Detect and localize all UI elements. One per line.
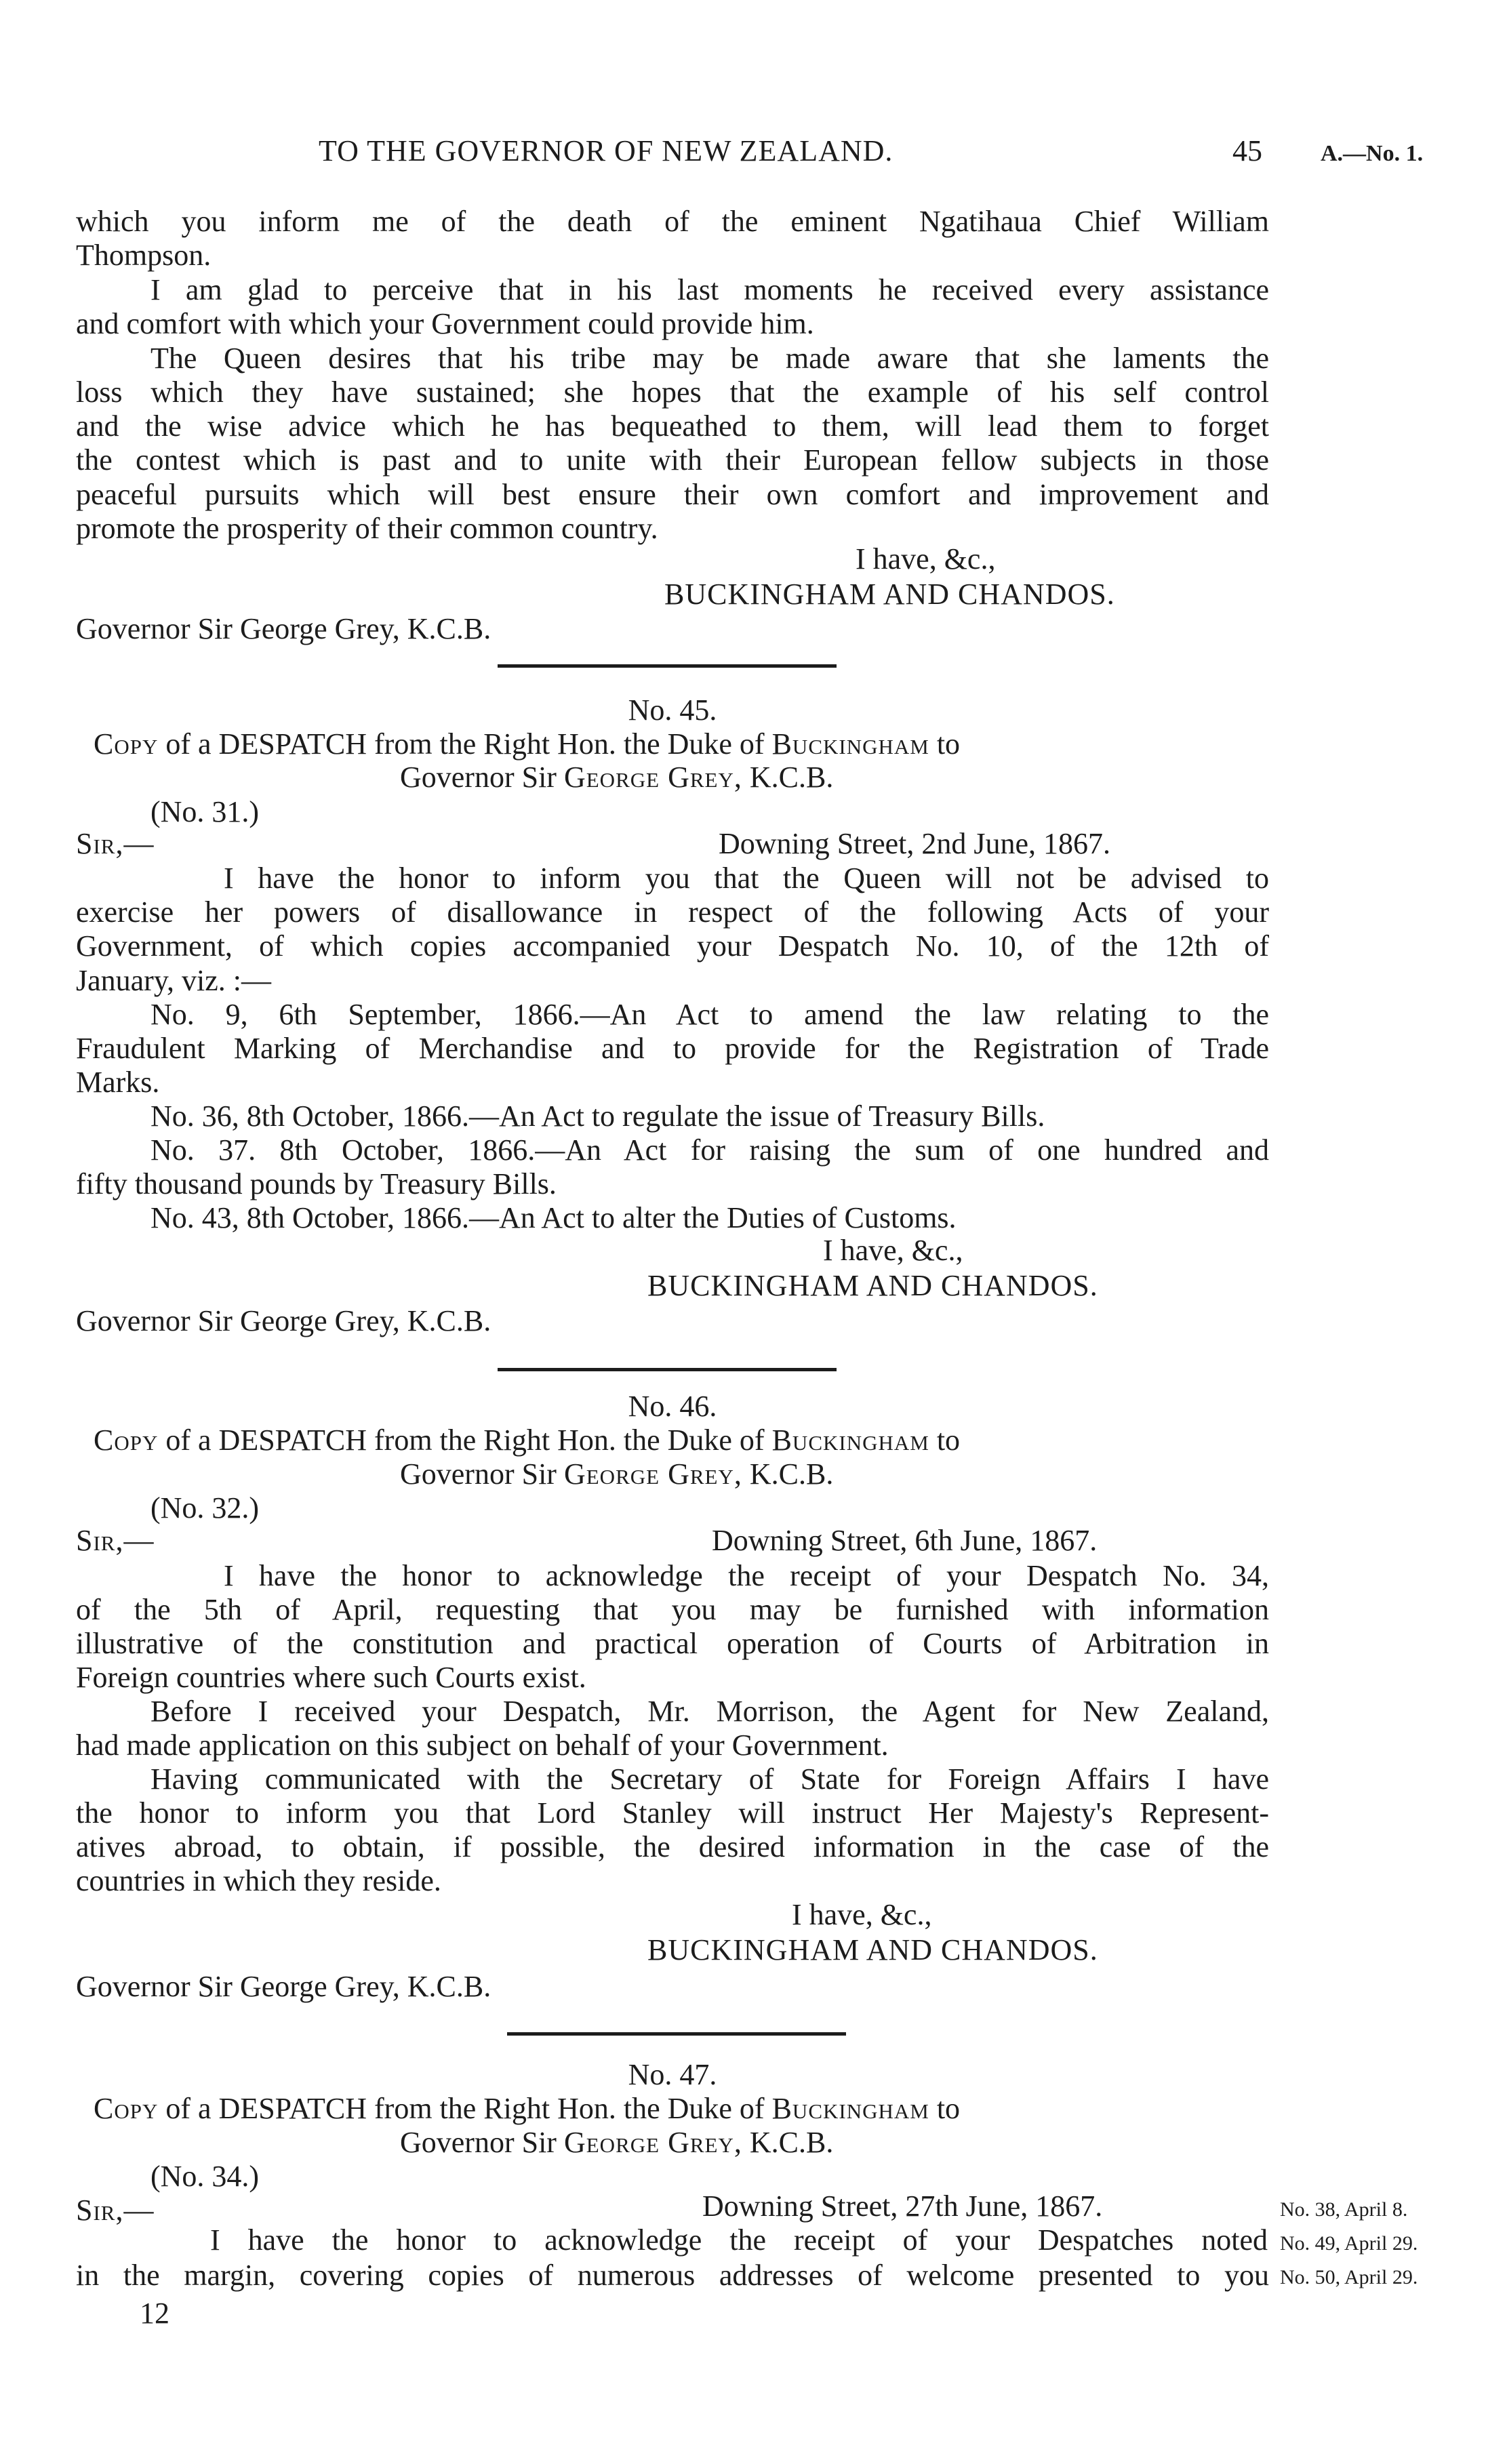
title-name: George Grey, <box>563 2126 742 2159</box>
title-duke: Buckingham <box>771 1423 929 1457</box>
body-line: promote the prosperity of their common country. <box>76 512 658 545</box>
title-name: George Grey, <box>563 761 742 794</box>
addressee: Governor Sir George Grey, K.C.B. <box>76 1304 491 1337</box>
section-divider <box>507 2032 846 2036</box>
body-line: and comfort with which your Government could provide him. <box>76 307 814 340</box>
signature: BUCKINGHAM AND CHANDOS. <box>647 1269 1098 1302</box>
despatch-title <box>94 2092 960 2126</box>
body-line: Fraudulent Marking of Merchandise and to provide for the Registration of Trade <box>76 1032 1269 1065</box>
margin-note: No. 50, April 29. <box>1280 2266 1418 2288</box>
addressee: Governor Sir George Grey, K.C.B. <box>76 1970 491 2003</box>
despatch-title-line2 <box>400 1457 833 1491</box>
margin-note: No. 49, April 29. <box>1280 2232 1418 2255</box>
signature: BUCKINGHAM AND CHANDOS. <box>647 1933 1098 1966</box>
closing: I have, &c., <box>823 1234 963 1267</box>
title-text: of a DESPATCH from the Right Hon. the Duke of <box>165 2092 765 2125</box>
body-line: countries in which they reside. <box>76 1864 441 1897</box>
title-governor: Governor Sir <box>400 2126 557 2159</box>
title-to: to <box>936 1423 961 1457</box>
title-governor: Governor Sir <box>400 1457 557 1491</box>
place-date: Downing Street, 6th June, 1867. <box>712 1524 1098 1557</box>
body-line: peaceful pursuits which will best ensure their own comfort and improvement and <box>76 478 1269 511</box>
body-line: loss which they have sustained; she hopes that the example of his self control <box>76 376 1269 409</box>
body-line: I have the honor to acknowledge the receipt of your Despatches noted <box>210 2223 1268 2257</box>
body-line: atives abroad, to obtain, if possible, the desired information in the case of the <box>76 1830 1269 1863</box>
body-line: Having communicated with the Secretary of State for Foreign Affairs I have <box>150 1762 1269 1796</box>
title-governor: Governor Sir <box>400 761 557 794</box>
title-copy: Copy <box>94 1423 159 1457</box>
title-honour: K.C.B. <box>749 1457 834 1491</box>
body-line: No. 37. 8th October, 1866.—An Act for raising the sum of one hundred and <box>150 1133 1269 1167</box>
title-duke: Buckingham <box>771 2092 929 2125</box>
place-date: Downing Street, 2nd June, 1867. <box>719 827 1111 860</box>
closing: I have, &c., <box>792 1898 932 1931</box>
title-duke: Buckingham <box>771 727 929 761</box>
despatch-reference: (No. 34.) <box>150 2160 260 2193</box>
body-line: Before I received your Despatch, Mr. Morrison, the Agent for New Zealand, <box>150 1695 1269 1728</box>
despatch-title <box>94 1423 960 1457</box>
title-to: to <box>936 727 961 761</box>
body-line: illustrative of the constitution and practical operation of Courts of Arbitration in <box>76 1627 1269 1660</box>
closing: I have, &c., <box>856 542 996 575</box>
signature: BUCKINGHAM AND CHANDOS. <box>664 578 1115 611</box>
body-line: Thompson. <box>76 239 212 272</box>
body-line: the honor to inform you that Lord Stanley will instruct Her Majesty's Represent- <box>76 1796 1269 1830</box>
body-line: I have the honor to acknowledge the receipt of your Despatch No. 34, <box>224 1559 1269 1592</box>
section-divider <box>498 1368 837 1371</box>
body-line: and the wise advice which he has bequeathed to them, will lead them to forget <box>76 409 1269 443</box>
body-line: No. 43, 8th October, 1866.—An Act to alter the Duties of Customs. <box>150 1201 957 1234</box>
body-line: which you inform me of the death of the eminent Ngatihaua Chief William <box>76 205 1269 238</box>
page-number: 45 <box>1232 134 1262 167</box>
despatch-reference: (No. 32.) <box>150 1491 260 1524</box>
body-line: Marks. <box>76 1066 160 1099</box>
body-line: Foreign countries where such Courts exist. <box>76 1661 586 1694</box>
despatch-title-line2 <box>400 2126 833 2160</box>
body-line: exercise her powers of disallowance in respect of the following Acts of your <box>76 895 1269 929</box>
title-copy: Copy <box>94 727 159 761</box>
salutation: Sir,— <box>76 827 155 860</box>
title-text: of a DESPATCH from the Right Hon. the Duke of <box>165 1423 765 1457</box>
paper-reference: A.—No. 1. <box>1321 141 1424 166</box>
despatch-number: No. 46. <box>628 1390 717 1423</box>
body-line: fifty thousand pounds by Treasury Bills. <box>76 1167 557 1200</box>
body-line: the contest which is past and to unite with their European fellow subjects in those <box>76 443 1269 477</box>
body-line: January, viz. :— <box>76 964 271 997</box>
title-text: of a DESPATCH from the Right Hon. the Duke of <box>165 727 765 761</box>
salutation: Sir,— <box>76 2194 155 2227</box>
body-line: of the 5th of April, requesting that you may be furnished with information <box>76 1593 1269 1626</box>
body-line: The Queen desires that his tribe may be made aware that she laments the <box>150 342 1269 375</box>
despatch-reference: (No. 31.) <box>150 795 260 828</box>
title-copy: Copy <box>94 2092 159 2125</box>
body-line: No. 9, 6th September, 1866.—An Act to amend the law relating to the <box>150 998 1269 1031</box>
title-honour: K.C.B. <box>749 761 834 794</box>
body-line: in the margin, covering copies of numerous addresses of welcome presented to you <box>76 2259 1269 2292</box>
body-line: I am glad to perceive that in his last moments he received every assistance <box>150 273 1269 306</box>
body-line: had made application on this subject on behalf of your Government. <box>76 1729 889 1762</box>
title-name: George Grey, <box>563 1457 742 1491</box>
place-date: Downing Street, 27th June, 1867. <box>702 2189 1103 2223</box>
title-honour: K.C.B. <box>749 2126 834 2159</box>
section-divider <box>498 664 837 668</box>
body-line: No. 36, 8th October, 1866.—An Act to regulate the issue of Treasury Bills. <box>150 1099 1045 1133</box>
salutation: Sir,— <box>76 1524 155 1557</box>
addressee: Governor Sir George Grey, K.C.B. <box>76 612 491 645</box>
running-title: TO THE GOVERNOR OF NEW ZEALAND. <box>319 134 893 167</box>
title-to: to <box>936 2092 961 2125</box>
body-line: Government, of which copies accompanied your Despatch No. 10, of the 12th of <box>76 929 1269 963</box>
signature-mark: 12 <box>140 2297 169 2330</box>
despatch-title <box>94 727 960 761</box>
despatch-number: No. 45. <box>628 693 717 727</box>
body-line: I have the honor to inform you that the Queen will not be advised to <box>224 862 1269 895</box>
margin-note: No. 38, April 8. <box>1280 2198 1408 2221</box>
despatch-title-line2 <box>400 761 833 794</box>
despatch-number: No. 47. <box>628 2058 717 2091</box>
